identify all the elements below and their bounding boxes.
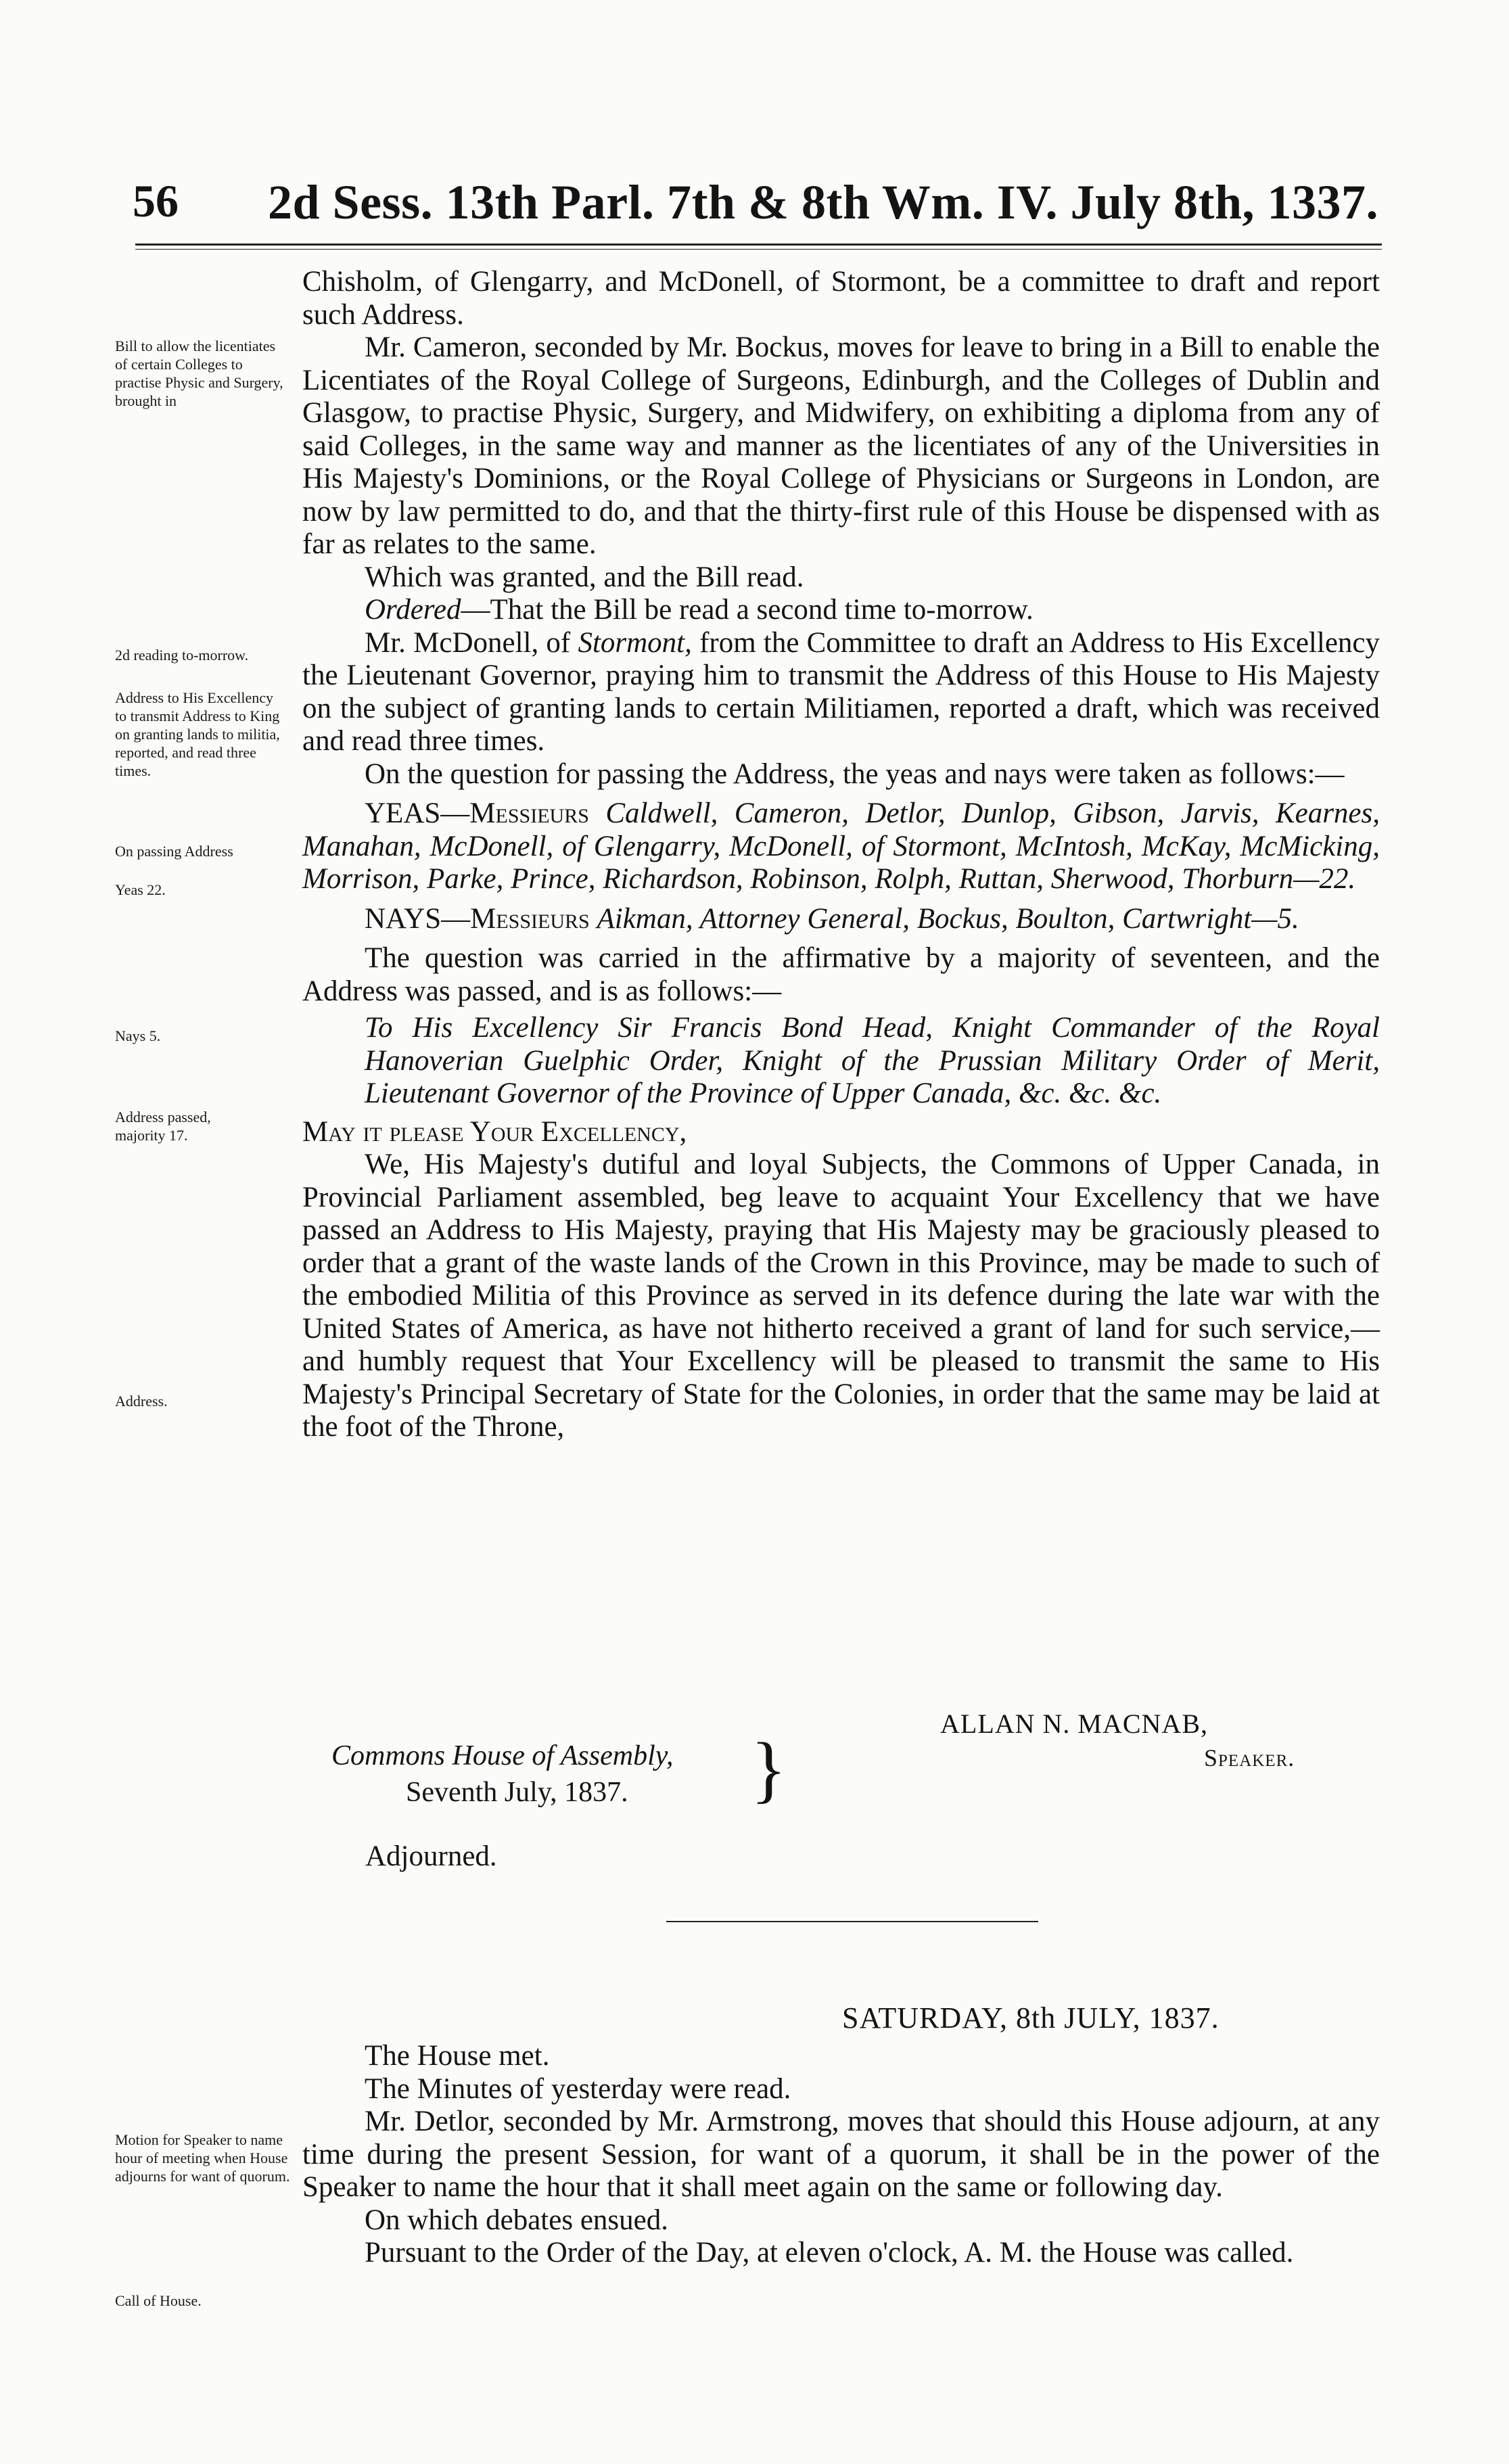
margin-note-bill: Bill to allow the licentiates of certain Colleges to practise Physic and Surgery, brought in: [115, 338, 283, 409]
page-number: 56: [133, 175, 179, 227]
paragraph-question: On the question for passing the Address, the yeas and nays were taken as follows:—: [365, 758, 1345, 790]
paragraph-committee-report: [302, 627, 1380, 758]
date-heading: SATURDAY, 8th JULY, 1837.: [842, 2001, 1220, 2035]
paragraph-ordered: [302, 594, 1380, 627]
signatory-title: Speaker.: [1204, 1744, 1295, 1771]
report-text-b: from the Committee to draft an Address to His Excellency the Lieutenant Governor, praying him to transmit the Address of this House to His Majesty on the subject of granting lands to certain Militiamen, reported a draft, which was received and read three times.: [302, 626, 1380, 757]
paragraph-detlor: Mr. Detlor, seconded by Mr. Armstrong, moves that should this House adjourn, at any time during the present Session, for want of a quorum, it shall be in the power of the Speaker to name the hour that it shall meet again on the same or following day.: [302, 2106, 1380, 2203]
yeas-names: Caldwell, Cameron, Detlor, Dunlop, Gibson, Jarvis, Kearnes, Manahan, McDonell, of Glengarry, McDonell, of Stormont, McIntosh, McKay, McMicking, Morrison, Parke, Prince, Richardson, Robinson, Rolph, Ruttan, Sherwood, Thorburn—22.: [302, 797, 1380, 895]
header-rule-thin: [135, 249, 1382, 250]
margin-note-second-reading: 2d reading to-morrow.: [115, 647, 249, 664]
margin-note-address-excellency: Address to His Excellency to transmit Address to King on granting lands to militia, reported, and read three times.: [115, 689, 280, 779]
report-text-a: Mr. McDonell, of: [365, 626, 578, 659]
nays-names: Aikman, Attorney General, Bockus, Boulton, Cartwright—5.: [597, 902, 1299, 935]
house-met: The House met.: [365, 2040, 550, 2072]
main-text: [302, 266, 1380, 1444]
date-line: Seventh July, 1837.: [406, 1777, 628, 1808]
yeas-list: [302, 797, 1380, 896]
paragraph-bill: Mr. Cameron, seconded by Mr. Bockus, moves for leave to bring in a Bill to enable the Licentiates of the Royal College of Surgeons, Edinburgh, and the Colleges of Dublin and Glasgow, to practise Physic, Surgery, and Midwifery, on exhibiting a diploma from any of said Colleges, in the same way and manner as the licentiates of any of the Universities in His Majesty's Dominions, or the Royal College of Physicians or Surgeons in London, are now by law permitted to do, and that the thirty-first rule of this House be dispensed with as far as relates to the same.: [302, 331, 1380, 560]
paragraph-granted: Which was granted, and the Bill read.: [365, 561, 804, 593]
margin-note-address: Address.: [115, 1393, 168, 1410]
margin-note-motion-speaker: Motion for Speaker to name hour of meeting when House adjourns for want of quorum.: [115, 2131, 290, 2185]
header-rule: [135, 243, 1382, 246]
address-body: We, His Majesty's dutiful and loyal Subjects, the Commons of Upper Canada, in Provincial Parliament assembled, beg leave to acquaint Your Excellency that we have passed an Address to His Majesty, praying that His Majesty may be graciously pleased to order that a grant of the waste lands of the Crown in this Province, may be made to such of the embodied Militia of this Province as served in its defence during the late war with the United States of America, as have not hitherto received a grant of land for such service,—and humbly request that Your Excellency will be pleased to transmit the same to His Majesty's Principal Secretary of State for the Colonies, in order that the same may be laid at the foot of the Throne,: [302, 1148, 1380, 1443]
ordered-word: Ordered: [365, 594, 461, 626]
margin-note-on-passing: On passing Address: [115, 843, 233, 860]
margin-note-address-passed: Address passed, majority 17.: [115, 1109, 211, 1144]
ordered-rest: —That the Bill be read a second time to-morrow.: [461, 594, 1034, 626]
section-divider: [666, 1921, 1038, 1922]
paragraph-committee: Chisholm, of Glengarry, and McDonell, of Stormont, be a committee to draft and report such Address.: [302, 266, 1380, 331]
yeas-label: YEAS—Messieurs: [365, 797, 589, 829]
may-it-please: May it please Your Excellency,: [302, 1115, 687, 1148]
main-text-2: [302, 2040, 1380, 2270]
report-stormont: Stormont,: [578, 626, 692, 659]
minutes-read: The Minutes of yesterday were read.: [365, 2072, 791, 2105]
margin-note-nays: Nays 5.: [115, 1027, 161, 1044]
margin-note-call-house: Call of House.: [115, 2292, 202, 2309]
nays-list: [302, 903, 1380, 936]
nays-label: NAYS—Messieurs: [365, 902, 590, 935]
adjourned-text: Adjourned.: [365, 1840, 497, 1872]
paragraph-carried: The question was carried in the affirmative by a majority of seventeen, and the Address was passed, and is as follows:—: [302, 942, 1380, 1007]
brace-mark: }: [751, 1727, 787, 1810]
running-title: 2d Sess. 13th Parl. 7th & 8th Wm. IV. July 8th, 1337.: [268, 175, 1379, 229]
place-line: Commons House of Assembly,: [331, 1740, 674, 1771]
page-header: [133, 175, 1384, 235]
signatory-name: ALLAN N. MACNAB,: [940, 1708, 1208, 1739]
margin-note-yeas: Yeas 22.: [115, 881, 166, 898]
address-salutation: To His Excellency Sir Francis Bond Head, Knight Commander of the Royal Hanoverian Guelphic Order, Knight of the Prussian Military Order of Merit, Lieutenant Governor of the Province of Upper Canada, &c. &c. &c.: [365, 1012, 1380, 1109]
paragraph-pursuant: Pursuant to the Order of the Day, at eleven o'clock, A. M. the House was called.: [365, 2237, 1294, 2269]
debates-ensued: On which debates ensued.: [365, 2204, 668, 2236]
